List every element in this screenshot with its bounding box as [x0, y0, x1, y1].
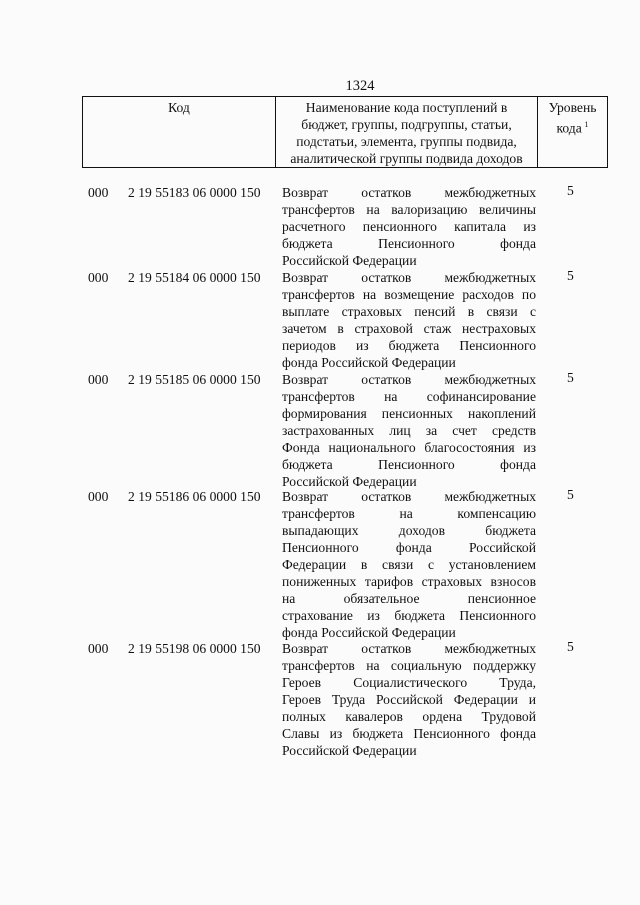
row-code: 2 19 55186 06 0000 150 [128, 489, 261, 504]
row-prefix: 000 [88, 372, 109, 387]
row-prefix: 000 [88, 641, 109, 656]
row-name-line: Российской Федерации [282, 253, 417, 268]
row-name [282, 488, 536, 641]
row-prefix: 000 [88, 185, 109, 200]
row-name-line: Фонда национального благосостояния из [282, 440, 536, 455]
row-name-line: расчетного пенсионного капитала из [282, 219, 536, 234]
row-name-line: бюджета Пенсионного фонда [282, 236, 536, 251]
row-name-line: формирования пенсионных накоплений [282, 406, 536, 421]
row-name-line: Возврат остатков межбюджетных [282, 270, 536, 285]
row-prefix: 000 [88, 489, 109, 504]
row-name-line: Российской Федерации [282, 743, 417, 758]
row-name-line: периодов из бюджета Пенсионного [282, 338, 536, 353]
header-name-line: бюджет, группы, подгруппы, статьи, [301, 117, 512, 132]
row-name-line: на обязательное пенсионное [282, 591, 536, 606]
header-level-line: Уровень [548, 100, 597, 115]
row-level: 5 [567, 268, 574, 283]
footnote-marker: 1 [584, 120, 589, 129]
row-name-line: Героев Социалистического Труда, [282, 675, 536, 690]
row-name-line: Пенсионного фонда Российской [282, 540, 536, 555]
page-number: 1324 [345, 78, 375, 94]
row-name [282, 640, 536, 759]
header-code: Код [83, 97, 276, 168]
row-name-line: Возврат остатков межбюджетных [282, 372, 536, 387]
row-name-line: бюджета Пенсионного фонда [282, 457, 536, 472]
row-name-line: трансфертов на возмещение расходов по [282, 287, 536, 302]
row-name [282, 371, 536, 490]
row-code: 2 19 55198 06 0000 150 [128, 641, 261, 656]
row-name [282, 184, 536, 269]
row-name-line: Возврат остатков межбюджетных [282, 185, 536, 200]
row-name-line: Возврат остатков межбюджетных [282, 489, 536, 504]
row-name-line: Славы из бюджета Пенсионного фонда [282, 726, 536, 741]
header-name-line: Наименование кода поступлений в [305, 100, 508, 115]
row-name-line: выпадающих доходов бюджета [282, 523, 536, 538]
row-level: 5 [567, 183, 574, 198]
row-name-line: трансфертов на социальную поддержку [282, 658, 536, 673]
header-level-text: кода [556, 120, 582, 136]
row-name-line: Российской Федерации [282, 474, 417, 489]
row-level: 5 [567, 487, 574, 502]
row-name-line: трансфертов на валоризацию величины [282, 202, 536, 217]
row-code: 2 19 55185 06 0000 150 [128, 372, 261, 387]
row-code: 2 19 55183 06 0000 150 [128, 185, 261, 200]
header-name-line: аналитической группы подвида доходов [290, 151, 523, 166]
row-name-line: фонда Российской Федерации [282, 355, 456, 370]
row-name-line: Возврат остатков межбюджетных [282, 641, 536, 656]
header-name-line: подстатьи, элемента, группы подвида, [296, 134, 517, 149]
row-name-line: выплате страховых пенсий в связи с [282, 304, 536, 319]
row-prefix: 000 [88, 270, 109, 285]
row-name [282, 269, 536, 371]
row-name-line: трансфертов на компенсацию [282, 506, 536, 521]
row-level: 5 [567, 370, 574, 385]
row-name-line: застрахованных лиц за счет средств [282, 423, 536, 438]
row-name-line: фонда Российской Федерации [282, 625, 456, 640]
row-name-line: Героев Труда Российской Федерации и [282, 692, 536, 707]
row-level: 5 [567, 639, 574, 654]
row-name-line: зачетом в страховой стаж нестраховых [282, 321, 536, 336]
row-name-line: пониженных тарифов страховых взносов [282, 574, 536, 589]
row-name-line: трансфертов на софинансирование [282, 389, 536, 404]
row-code: 2 19 55184 06 0000 150 [128, 270, 261, 285]
header-name [276, 97, 538, 168]
header-table [82, 96, 608, 168]
row-name-line: Федерации в связи с установлением [282, 557, 536, 572]
row-name-line: страхование из бюджета Пенсионного [282, 608, 536, 623]
header-level-line [538, 116, 607, 137]
header-level [538, 97, 608, 168]
row-name-line: полных кавалеров ордена Трудовой [282, 709, 536, 724]
